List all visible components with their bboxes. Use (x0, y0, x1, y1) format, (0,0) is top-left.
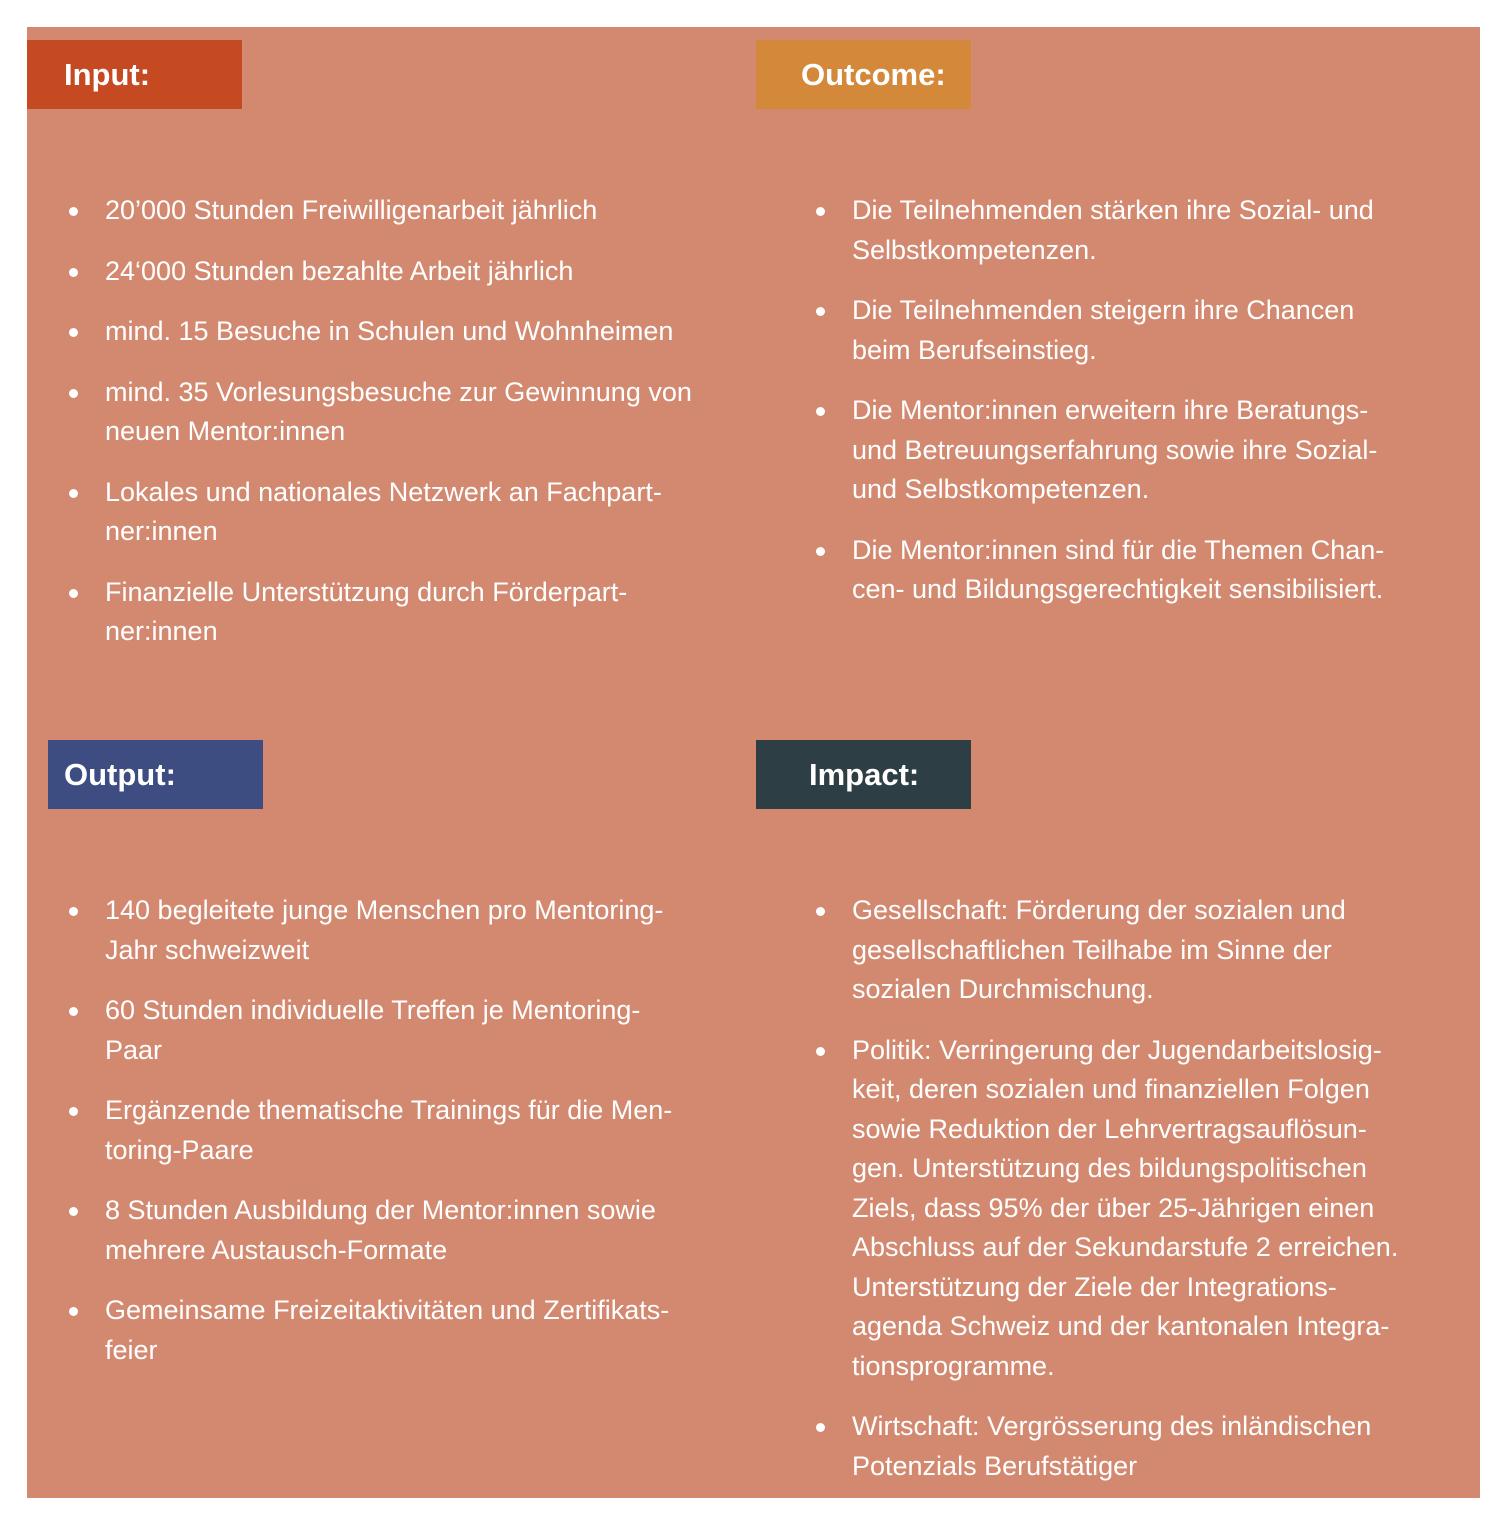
list-item-line: mind. 35 Vorlesungsbesuche zur Gewinnung von (105, 376, 692, 407)
list-item-line: Paar (105, 1034, 163, 1065)
list-item-line: Die Teilnehmenden steigern ihre Chancen (852, 295, 1355, 325)
list-item (65, 991, 745, 1070)
list-item (65, 191, 745, 231)
output-list (65, 891, 745, 1391)
list-item-line: mind. 15 Besuche in Schulen und Wohnheimen (105, 316, 674, 346)
list-item-line: sowie Reduktion der Lehrvertragsauflösun- (852, 1113, 1367, 1144)
list-item-line: Unterstützung der Ziele der Integrations- (852, 1271, 1337, 1302)
list-item-line: Wirtschaft: Vergrösserung des inländischen (852, 1411, 1372, 1441)
list-item (812, 891, 1472, 1010)
list-item-line: Gemeinsame Freizeitaktivitäten und Zertifikats- (105, 1295, 670, 1325)
input-title: Input: (64, 57, 151, 92)
input-list (65, 191, 745, 673)
list-item-line: beim Berufseinstieg. (852, 334, 1097, 365)
impact-model-panel (27, 27, 1480, 1498)
list-item-line: toring-Paare (105, 1134, 254, 1165)
list-item-line: Finanzielle Unterstützung durch Förderpart- (105, 576, 628, 607)
list-item-line: Jahr schweizweit (105, 934, 310, 965)
output-title: Output: (64, 757, 176, 792)
list-item-line: ner:innen (105, 516, 218, 546)
list-item-line: 60 Stunden individuelle Treffen je Mentoring- (105, 995, 641, 1025)
list-item (812, 291, 1472, 370)
list-item-line: Politik: Verringerung der Jugendarbeitslosig- (852, 1034, 1382, 1065)
list-item-line: keit, deren sozialen und finanziellen Folgen (852, 1074, 1370, 1104)
impact-badge (756, 740, 971, 809)
list-item-line: Die Mentor:innen sind für die Themen Chan- (852, 534, 1385, 565)
list-item-line: Gesellschaft: Förderung der sozialen und (852, 895, 1346, 925)
input-badge (27, 40, 242, 109)
list-item-line: und Selbstkompetenzen. (852, 474, 1150, 504)
outcome-title: Outcome: (801, 57, 946, 92)
impact-title: Impact: (809, 757, 920, 792)
list-item-line: Potenzials Berufstätiger (852, 1450, 1138, 1481)
list-item (65, 1091, 745, 1170)
list-item (65, 252, 745, 292)
list-item-line: Ziels, dass 95% der über 25-Jährigen einen (852, 1192, 1375, 1223)
list-item-line: sozialen Durchmischung. (852, 974, 1154, 1004)
list-item-line: agenda Schweiz und der kantonalen Integra- (852, 1311, 1390, 1341)
list-item (65, 891, 745, 970)
impact-list (812, 891, 1472, 1507)
list-item-line: 140 begleitete junge Menschen pro Mentoring- (105, 895, 664, 925)
list-item-line: Selbstkompetenzen. (852, 234, 1097, 265)
list-item-line: tionsprogramme. (852, 1350, 1055, 1381)
list-item (812, 1407, 1472, 1486)
list-item (65, 1291, 745, 1370)
list-item-line: 8 Stunden Ausbildung der Mentor:innen sowie (105, 1195, 656, 1225)
outcome-list (812, 191, 1472, 631)
output-badge (48, 740, 263, 809)
list-item-line: cen- und Bildungsgerechtigkeit sensibilisiert. (852, 574, 1384, 604)
list-item (812, 1031, 1472, 1387)
list-item-line: neuen Mentor:innen (105, 416, 346, 446)
list-item-line: Lokales und nationales Netzwerk an Fachpart- (105, 476, 662, 507)
list-item-line: Ergänzende thematische Trainings für die Men- (105, 1095, 673, 1125)
list-item-line: feier (105, 1334, 158, 1365)
list-item (65, 1191, 745, 1270)
list-item-line: 20’000 Stunden Freiwilligenarbeit jährlich (105, 195, 598, 225)
list-item-line: 24‘000 Stunden bezahlte Arbeit jährlich (105, 255, 574, 286)
list-item (65, 573, 745, 652)
list-item-line: gesellschaftlichen Teilhabe im Sinne der (852, 934, 1332, 965)
list-item (812, 531, 1472, 610)
list-item (812, 391, 1472, 510)
list-item (65, 373, 745, 452)
list-item-line: mehrere Austausch-Formate (105, 1234, 448, 1265)
list-item-line: und Betreuungserfahrung sowie ihre Sozial- (852, 434, 1378, 465)
list-item (65, 473, 745, 552)
list-item-line: gen. Unterstützung des bildungspolitischen (852, 1153, 1367, 1183)
list-item-line: Abschluss auf der Sekundarstufe 2 erreichen. (852, 1232, 1399, 1262)
list-item (812, 191, 1472, 270)
list-item-line: ner:innen (105, 616, 218, 646)
list-item (65, 312, 745, 352)
list-item-line: Die Mentor:innen erweitern ihre Beratungs- (852, 395, 1369, 425)
outcome-badge (756, 40, 971, 109)
list-item-line: Die Teilnehmenden stärken ihre Sozial- und (852, 195, 1374, 225)
